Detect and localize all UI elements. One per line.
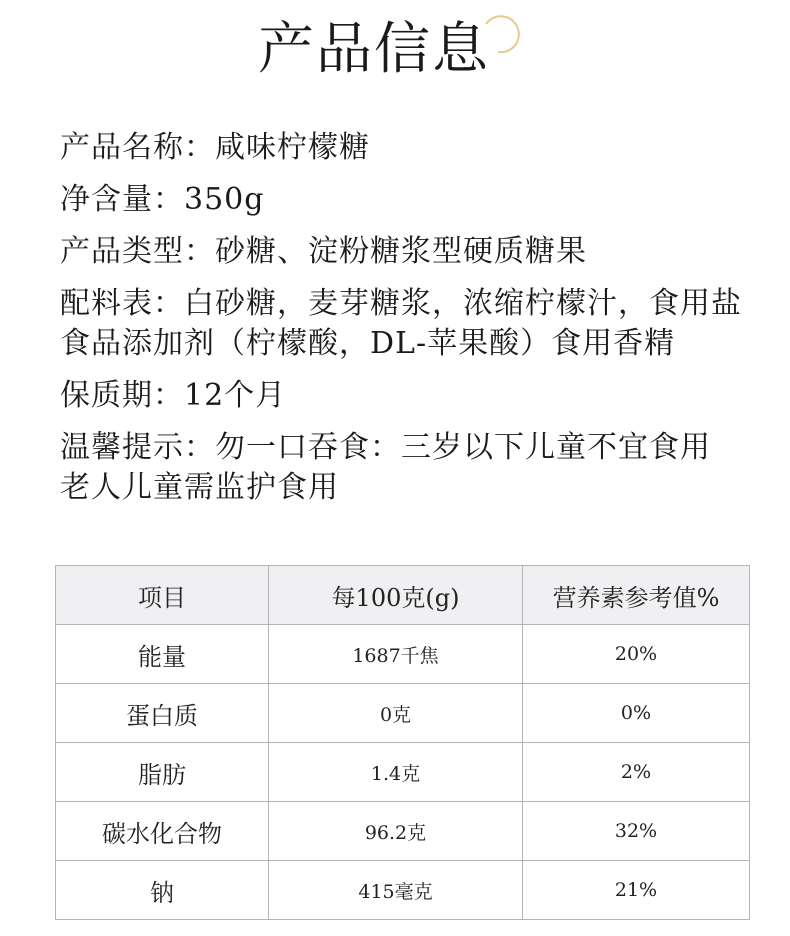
cell-nrv: 32% bbox=[523, 802, 750, 861]
info-line-net-content bbox=[60, 180, 760, 220]
table-row bbox=[56, 802, 750, 861]
cell-per100g: 96.2克 bbox=[269, 802, 523, 861]
info-key: 产品名称： bbox=[60, 130, 215, 165]
nutrition-table bbox=[55, 565, 750, 920]
info-key: 保质期： bbox=[60, 378, 184, 413]
info-value: 勿一口吞食：三岁以下儿童不宜食用 bbox=[215, 430, 711, 465]
info-value-continued: 老人儿童需监护食用 bbox=[60, 470, 339, 505]
column-header-per100g: 每100克(g) bbox=[269, 566, 523, 625]
cell-item: 钠 bbox=[56, 861, 269, 920]
cell-nrv: 2% bbox=[523, 743, 750, 802]
info-line-ingredients bbox=[60, 284, 760, 324]
crescent-moon-icon bbox=[476, 10, 524, 58]
info-value: 350g bbox=[184, 182, 265, 217]
table-row bbox=[56, 684, 750, 743]
info-key: 产品类型： bbox=[60, 234, 215, 269]
info-key: 配料表： bbox=[60, 286, 184, 321]
page-title: 产品信息 bbox=[258, 17, 490, 82]
column-header-item: 项目 bbox=[56, 566, 269, 625]
table-header-row bbox=[56, 566, 750, 625]
info-line-warning bbox=[60, 428, 760, 468]
cell-per100g: 1687千焦 bbox=[269, 625, 523, 684]
cell-item: 能量 bbox=[56, 625, 269, 684]
info-value: 咸味柠檬糖 bbox=[215, 130, 370, 165]
cell-item: 碳水化合物 bbox=[56, 802, 269, 861]
info-line-type bbox=[60, 232, 760, 272]
info-line-warning-continued bbox=[60, 468, 760, 508]
column-header-nrv: 营养素参考值% bbox=[523, 566, 750, 625]
cell-per100g: 415毫克 bbox=[269, 861, 523, 920]
table-row bbox=[56, 625, 750, 684]
cell-item: 脂肪 bbox=[56, 743, 269, 802]
info-line-shelf-life bbox=[60, 376, 760, 416]
cell-item: 蛋白质 bbox=[56, 684, 269, 743]
info-line-name bbox=[60, 128, 760, 168]
cell-nrv: 21% bbox=[523, 861, 750, 920]
info-value-continued: 食品添加剂（柠檬酸，DL-苹果酸）食用香精 bbox=[60, 326, 676, 361]
info-key: 温馨提示： bbox=[60, 430, 215, 465]
cell-nrv: 20% bbox=[523, 625, 750, 684]
info-value: 砂糖、淀粉糖浆型硬质糖果 bbox=[215, 234, 587, 269]
info-value: 12个月 bbox=[184, 378, 287, 413]
product-info bbox=[60, 128, 760, 520]
cell-nrv: 0% bbox=[523, 684, 750, 743]
cell-per100g: 1.4克 bbox=[269, 743, 523, 802]
info-line-ingredients-continued bbox=[60, 324, 760, 364]
cell-per100g: 0克 bbox=[269, 684, 523, 743]
info-key: 净含量： bbox=[60, 182, 184, 217]
info-value: 白砂糖，麦芽糖浆，浓缩柠檬汁，食用盐 bbox=[184, 286, 742, 321]
table-row bbox=[56, 743, 750, 802]
table-row bbox=[56, 861, 750, 920]
title-section bbox=[0, 10, 790, 90]
